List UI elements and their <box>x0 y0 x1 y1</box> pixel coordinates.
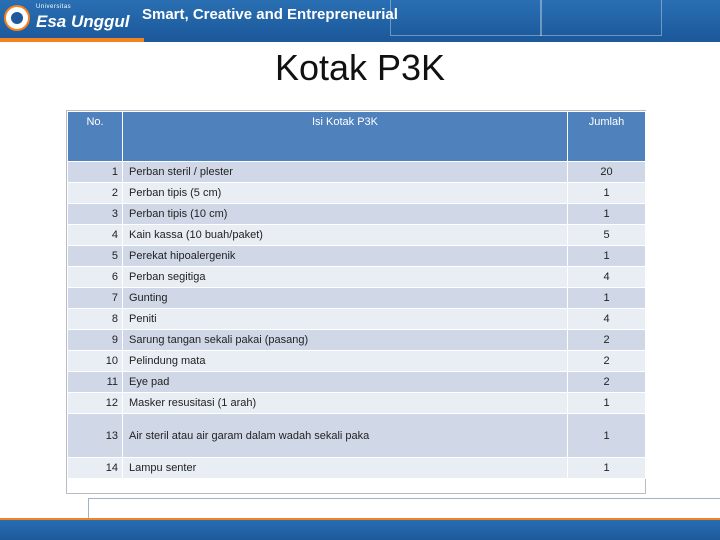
row-number: 8 <box>68 309 123 330</box>
table-header-row <box>68 112 646 162</box>
row-number: 2 <box>68 183 123 204</box>
banner-decoration-box <box>390 0 542 36</box>
row-number: 12 <box>68 393 123 414</box>
banner-rule <box>0 38 720 42</box>
row-quantity: 4 <box>568 309 646 330</box>
row-item: Sarung tangan sekali pakai (pasang) <box>123 330 568 351</box>
column-header-item: Isi Kotak P3K <box>123 112 568 162</box>
row-number: 5 <box>68 246 123 267</box>
row-item: Perekat hipoalergenik <box>123 246 568 267</box>
logo-name: Esa Unggul <box>36 12 130 31</box>
row-number: 10 <box>68 351 123 372</box>
row-quantity: 2 <box>568 351 646 372</box>
row-quantity: 1 <box>568 393 646 414</box>
table-row <box>68 351 646 372</box>
table-row <box>68 458 646 479</box>
row-quantity: 2 <box>568 330 646 351</box>
row-item: Peniti <box>123 309 568 330</box>
row-number: 1 <box>68 162 123 183</box>
row-number: 11 <box>68 372 123 393</box>
table-row <box>68 372 646 393</box>
row-quantity: 1 <box>568 204 646 225</box>
row-quantity: 20 <box>568 162 646 183</box>
row-quantity: 1 <box>568 414 646 458</box>
table-row <box>68 414 646 458</box>
row-item: Masker resusitasi (1 arah) <box>123 393 568 414</box>
row-quantity: 1 <box>568 246 646 267</box>
row-item: Pelindung mata <box>123 351 568 372</box>
row-item: Perban segitiga <box>123 267 568 288</box>
row-number: 3 <box>68 204 123 225</box>
table-row <box>68 267 646 288</box>
university-logo <box>4 3 130 35</box>
table-row <box>68 204 646 225</box>
header-banner <box>0 0 720 38</box>
table-row <box>68 162 646 183</box>
row-number: 14 <box>68 458 123 479</box>
banner-decoration-box <box>540 0 662 36</box>
first-aid-table <box>66 110 646 494</box>
row-number: 7 <box>68 288 123 309</box>
row-number: 4 <box>68 225 123 246</box>
table-row <box>68 183 646 204</box>
row-item: Perban steril / plester <box>123 162 568 183</box>
row-quantity: 5 <box>568 225 646 246</box>
row-quantity: 1 <box>568 183 646 204</box>
row-quantity: 4 <box>568 267 646 288</box>
row-item: Kain kassa (10 buah/paket) <box>123 225 568 246</box>
footer-outline <box>88 498 720 520</box>
row-item: Perban tipis (5 cm) <box>123 183 568 204</box>
logo-emblem-icon <box>4 5 30 31</box>
row-item: Eye pad <box>123 372 568 393</box>
table-row <box>68 309 646 330</box>
row-item: Air steril atau air garam dalam wadah sekali paka <box>123 414 568 458</box>
row-quantity: 1 <box>568 458 646 479</box>
tagline: Smart, Creative and Entrepreneurial <box>142 6 398 23</box>
table-row <box>68 246 646 267</box>
table-row <box>68 393 646 414</box>
table-row <box>68 330 646 351</box>
logo-small-text: Universitas <box>36 4 72 10</box>
row-number: 13 <box>68 414 123 458</box>
row-item: Lampu senter <box>123 458 568 479</box>
column-header-qty: Jumlah <box>568 112 646 162</box>
row-number: 9 <box>68 330 123 351</box>
slide-title: Kotak P3K <box>274 47 446 88</box>
table-row <box>68 225 646 246</box>
footer-bar <box>0 518 720 540</box>
row-item: Gunting <box>123 288 568 309</box>
row-number: 6 <box>68 267 123 288</box>
row-quantity: 1 <box>568 288 646 309</box>
column-header-no: No. <box>68 112 123 162</box>
row-item: Perban tipis (10 cm) <box>123 204 568 225</box>
row-quantity: 2 <box>568 372 646 393</box>
table-row <box>68 288 646 309</box>
